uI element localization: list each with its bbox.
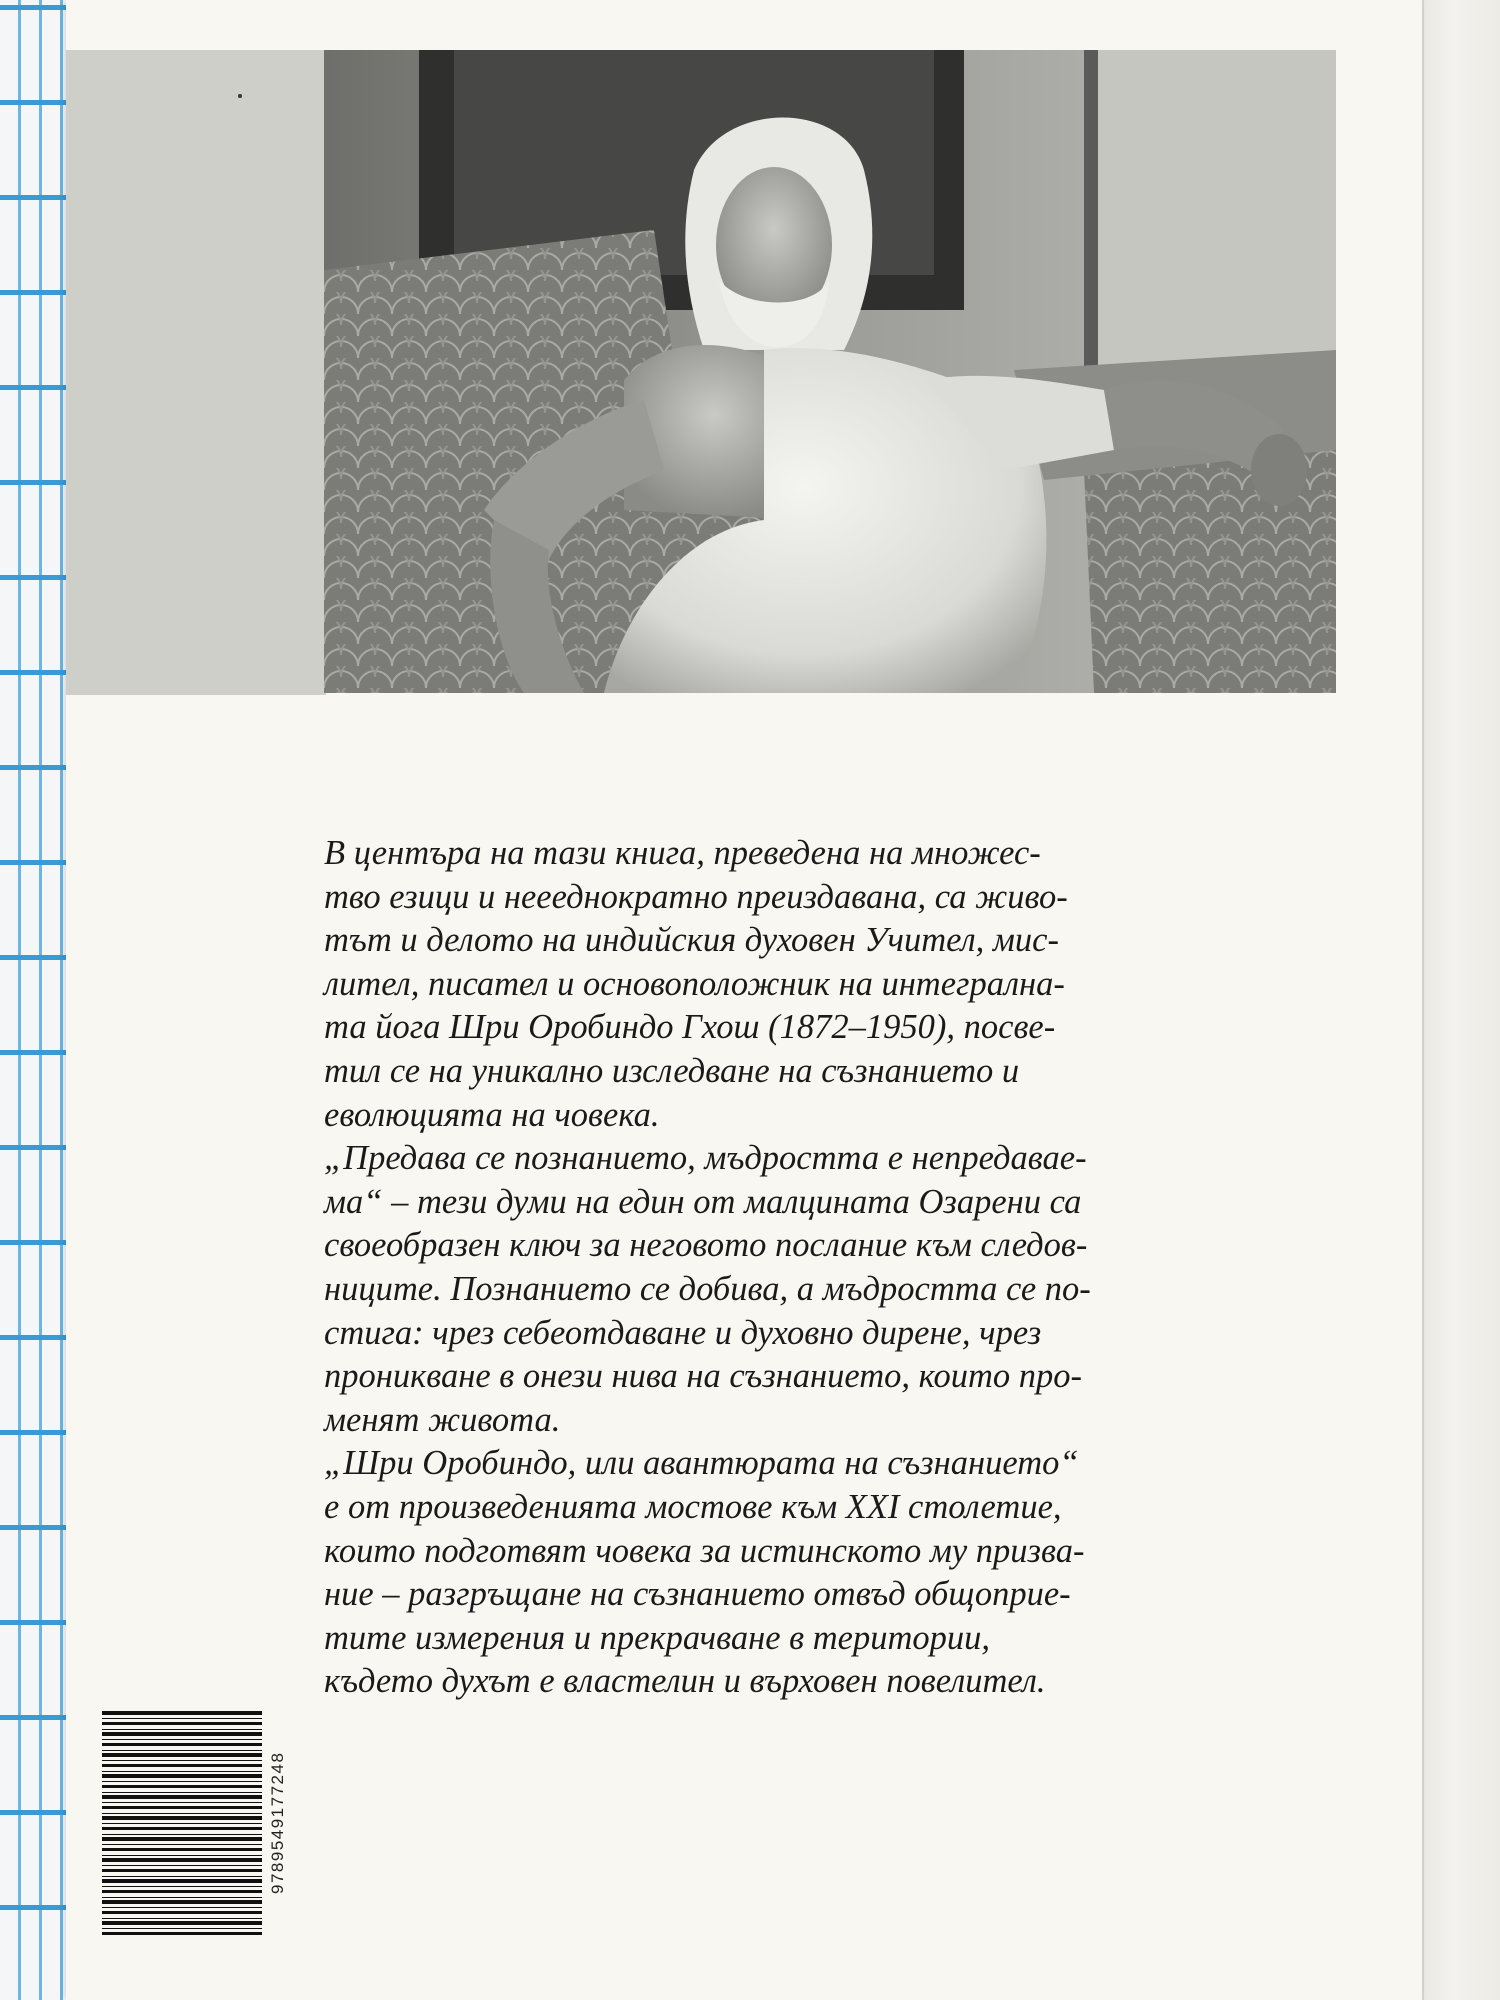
blurb-line: е от произведенията мостове към XXI столетие,	[324, 1487, 1062, 1526]
book-back-cover	[66, 0, 1422, 2000]
portrait-photo-illustration	[324, 50, 1336, 693]
blurb-line: стига: чрез себеотдаване и духовно дирене, чрез	[324, 1313, 1042, 1352]
blurb-line: „Предава се познанието, мъдростта е непредавае-	[324, 1139, 1087, 1178]
blurb-line: тът и делото на индийския духовен Учител, мис-	[324, 921, 1059, 960]
blurb-line: ниците. Познанието се добива, а мъдростта се по-	[324, 1269, 1091, 1308]
barcode-number: 9789549177248	[268, 1751, 287, 1894]
blurb-line: ма“ – тези думи на един от малцината Озарени са	[324, 1182, 1082, 1221]
blurb-line: В центъра на тази книга, преведена на множес-	[324, 834, 1041, 872]
blurb-line: тите измерения и прекрачване в територии,	[324, 1618, 991, 1657]
barcode-bars	[102, 1710, 262, 1935]
blurb-line: та йога Шри Оробиндо Гхош (1872–1950), посве-	[324, 1008, 1056, 1047]
blurb-line: където духът е властелин и върховен повелител.	[324, 1662, 1046, 1701]
grey-band	[66, 50, 326, 695]
blurb-line: „Шри Оробиндо, или авантюрата на съзнанието“	[324, 1444, 1079, 1483]
blurb-line: менят живота.	[324, 1400, 561, 1439]
blurb-line: ние – разгръщане на съзнанието отвъд общоприе-	[324, 1575, 1071, 1614]
right-scan-edge	[1420, 0, 1500, 2000]
blurb-line: своеобразен ключ за неговото послание към следов-	[324, 1226, 1088, 1265]
blurb-text	[324, 832, 1374, 1704]
speck	[238, 94, 242, 98]
blurb-line: които подготвят човека за истинското му призва-	[324, 1531, 1085, 1570]
blurb-line: тво езици и неееднократно преиздавана, са живо-	[324, 877, 1068, 916]
portrait-photo	[324, 50, 1336, 693]
blurb-line: проникване в онези нива на съзнанието, които про-	[324, 1357, 1083, 1396]
blurb-line: тил се на уникално изследване на съзнанието и	[324, 1051, 1020, 1090]
blurb-line: еволюцията на човека.	[324, 1095, 660, 1134]
blurb-line: лител, писател и основоположник на интегрална-	[324, 964, 1065, 1003]
isbn-barcode	[102, 1710, 292, 1935]
